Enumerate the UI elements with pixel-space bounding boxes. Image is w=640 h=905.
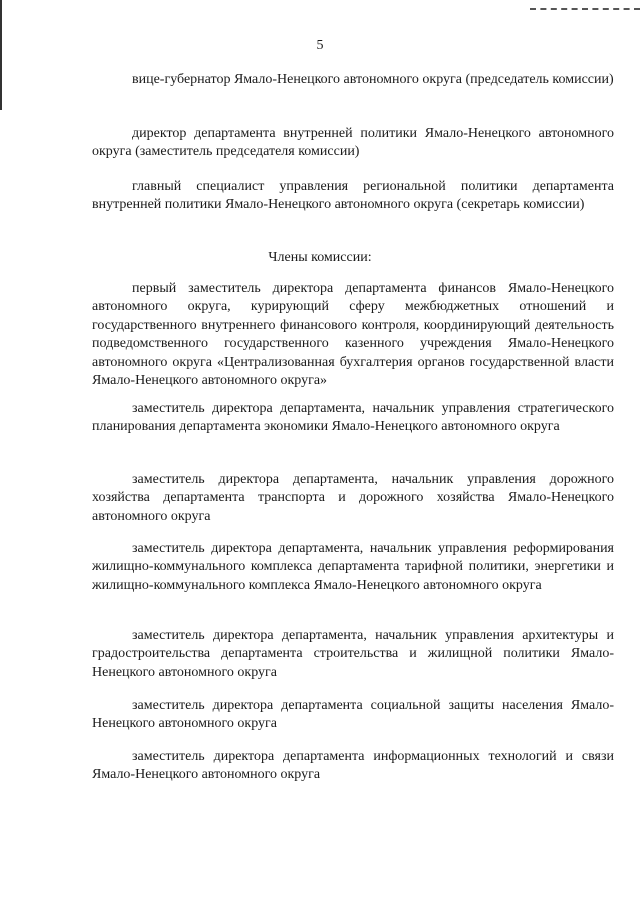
paragraph-secretary: главный специалист управления региональной политики департамента внутренней политики Ямало-Ненецкого автономного округа (секретарь комиссии) [92, 179, 614, 213]
paragraph-deputy-chairman: директор департамента внутренней политики Ямало-Ненецкого автономного округа (заместитель председателя комиссии) [92, 126, 614, 160]
paragraph-chairman: вице-губернатор Ямало-Ненецкого автономного округа (председатель комиссии) [132, 72, 614, 87]
scan-edge-mark [0, 0, 2, 110]
paragraph-member-economy: заместитель директора департамента, начальник управления стратегического планирования департамента экономики Ямало-Ненецкого автономного округа [92, 401, 614, 435]
paragraph-member-housing: заместитель директора департамента, начальник управления реформирования жилищно-коммунального комплекса департамента тарифной политики, энергетики и жилищно-коммунального комплекса Ямало-Ненецкого автономного округа [92, 541, 614, 593]
paragraph-member-finance: первый заместитель директора департамента финансов Ямало-Ненецкого автономного округа, курирующий сферу межбюджетных отношений и государственного внутреннего финансового контроля, координирующий деятельность подведомственного государственного казенного учреждения Ямало-Ненецкого автономного округа «Централизованная бухгалтерия органов государственной власти Ямало-Ненецкого автономного округа» [92, 281, 614, 389]
paragraph-member-it: заместитель директора департамента информационных технологий и связи Ямало-Ненецкого автономного округа [92, 749, 614, 783]
paragraph-member-social: заместитель директора департамента социальной защиты населения Ямало-Ненецкого автономного округа [92, 698, 614, 732]
page-number: 5 [316, 38, 324, 53]
paragraph-member-construction: заместитель директора департамента, начальник управления архитектуры и градостроительства департамента строительства и жилищной политики Ямало-Ненецкого автономного округа [92, 628, 614, 680]
paragraph-member-transport: заместитель директора департамента, начальник управления дорожного хозяйства департамента транспорта и дорожного хозяйства Ямало-Ненецкого автономного округа [92, 472, 614, 524]
scan-edge-mark [530, 8, 640, 10]
section-heading: Члены комиссии: [268, 250, 372, 265]
